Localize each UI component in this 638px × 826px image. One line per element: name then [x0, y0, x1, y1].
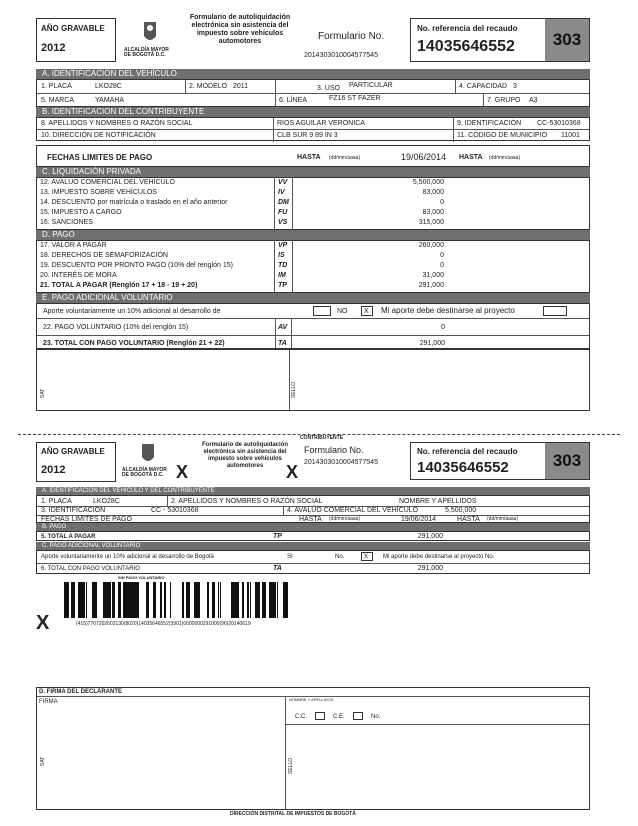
liquidacion-row-value: 315,000 — [418, 219, 444, 226]
formulario-label: Formulario No. — [318, 31, 385, 42]
r23-value: 291,000 — [419, 340, 445, 347]
barcode-bar — [131, 582, 132, 618]
bottom-r6-value: 291,000 — [417, 565, 443, 572]
pago-row-label: 18. DERECHOS DE SEMAFORIZACIÓN — [40, 252, 168, 259]
linea-value: FZ16 ST FAZER — [329, 95, 381, 102]
section-e-header — [36, 293, 590, 303]
aporte-label: Aporte voluntariamente un 10% adicional al desarrollo de — [43, 308, 221, 315]
bottom-anio-label: AÑO GRAVABLE — [41, 447, 105, 456]
uso-label: 3. USO — [317, 85, 340, 92]
ref-box — [410, 18, 590, 62]
anio-label: AÑO GRAVABLE — [41, 24, 105, 33]
section-d-title: D. PAGO — [42, 230, 75, 239]
ident-label: 9. IDENTIFICACIÓN — [457, 120, 522, 127]
barcode-bar — [92, 582, 94, 618]
barcode-bar — [135, 582, 137, 618]
liquidacion-row-code: DM — [278, 199, 289, 206]
barcode-bar — [248, 582, 249, 618]
anio-value: 2012 — [41, 42, 66, 54]
bottom-aporte-label: Aporte voluntariamente un 10% adicional al desarrollo de Bogotá — [41, 554, 214, 560]
dir-value: CLB SUR 9 89 IN 3 — [277, 132, 338, 139]
r22-label: 22. PAGO VOLUNTARIO (10% del renglón 15) — [43, 324, 189, 331]
codigo-303 — [545, 19, 589, 61]
bottom-anio-value: 2012 — [41, 464, 66, 476]
liquidacion-row-code: IV — [278, 189, 285, 196]
barcode-text: (415)7707202603130(8020)14035646552(3901)0000000291000(96)20140619 — [76, 621, 251, 627]
nombres-value: RIOS AGUILAR VERONICA — [277, 120, 365, 127]
barcode-bar — [243, 582, 244, 618]
pago-row-label: 19. DESCUENTO POR PRONTO PAGO (10% del renglón 15) — [40, 262, 233, 269]
liquidacion-row-value: 83,000 — [422, 209, 444, 216]
fecha-value: 19/06/2014 — [401, 152, 447, 162]
bottom-anio-box — [36, 442, 116, 482]
bottom-ref-label: No. referencia del recaudo — [417, 447, 518, 456]
bottom-placa-value: LKO28C — [93, 498, 120, 505]
pago-row-value: 0 — [440, 262, 444, 269]
capacidad-value: 3 — [513, 83, 517, 90]
ce-checkbox[interactable] — [353, 712, 363, 720]
bottom-fecha2-fmt: (dd/mm/aaaa) — [487, 516, 519, 522]
bottom-no-checkbox-x: X — [364, 554, 369, 560]
bogota-logo — [124, 18, 176, 64]
bottom-section-b-title: B. PAGO — [42, 524, 67, 530]
bottom-avaluo-value: 5,500,000 — [445, 507, 477, 514]
barcode-bar — [71, 582, 74, 618]
proyecto-field[interactable] — [543, 306, 567, 316]
section-c-header — [36, 167, 590, 177]
pago-row-label: 20. INTERÉS DE MORA — [40, 272, 117, 279]
bottom-x-mark-2: X — [286, 462, 299, 482]
barcode-bar — [74, 582, 75, 618]
barcode-bar — [212, 582, 215, 618]
barcode-bar — [164, 582, 165, 618]
barcode-bar — [165, 582, 166, 618]
bottom-total-value: 291,000 — [417, 533, 443, 540]
bottom-bogota-logo — [122, 442, 174, 482]
hasta2-label: HASTA — [459, 154, 483, 161]
barcode-bar — [112, 582, 115, 618]
pago-row-code: VP — [278, 242, 288, 249]
barcode-bar — [286, 582, 288, 618]
bottom-placa-label: 1. PLACA — [41, 498, 72, 505]
barcode-bar — [274, 582, 276, 618]
barcode-bar — [242, 582, 243, 618]
bottom-section-c-body — [36, 550, 590, 574]
barcode-bar — [257, 582, 259, 618]
barcode-bar — [265, 582, 266, 618]
barcode-bar — [255, 582, 257, 618]
bottom-codigo-303 — [545, 443, 589, 479]
liquidacion-row-label: 12. AVALUO COMERCIAL DEL VEHÍCULO — [40, 179, 175, 186]
bottom-destino-label: Mi aporte debe destinarse al proyecto No. — [383, 554, 495, 560]
section-b-body — [36, 117, 590, 141]
bottom-sello-label: SELLO — [288, 757, 294, 774]
barcode-bar — [160, 582, 162, 618]
barcode-bar — [132, 582, 135, 618]
barcode-bar — [68, 582, 69, 618]
bottom-section-c-title: C. PAGO ADICIONAL VOLUNTARIO — [42, 543, 141, 549]
liquidacion-row-label: 15. IMPUESTO A CARGO — [40, 209, 122, 216]
destino-label: Mi aporte debe destinarse al proyecto — [381, 306, 515, 315]
bottom-logo-text: ALCALDÍA MAYOR DE BOGOTÁ D.C. — [122, 467, 167, 478]
bottom-hasta2-label: HASTA — [457, 516, 480, 523]
marca-value: YAMAHA — [95, 97, 125, 104]
barcode-bar — [103, 582, 105, 618]
bottom-section-b-header — [36, 523, 590, 531]
dir-label: 10. DIRECCIÓN DE NOTIFICACIÓN — [41, 132, 156, 139]
barcode-bar — [86, 582, 87, 618]
barcode-bar — [137, 582, 139, 618]
fechas-box — [36, 145, 590, 167]
liquidacion-row-label: 14. DESCUENTO por matrícula o traslado en el año anterior — [40, 199, 228, 206]
bottom-ident-value: CC - 53010368 — [151, 507, 199, 514]
bottom-ident-label: 3. IDENTIFICACIÓN — [41, 507, 106, 514]
bottom-section-a-header — [36, 487, 590, 495]
barcode-bar — [259, 582, 260, 618]
barcode-bar — [146, 582, 149, 618]
bottom-codigo-text: 303 — [552, 451, 582, 470]
section-a-title: A. IDENTIFICACION DEL VEHÍCULO — [42, 69, 177, 78]
pago-row-label: 21. TOTAL A PAGAR (Renglón 17 + 18 - 19 + 20) — [40, 282, 198, 289]
anio-box — [36, 18, 116, 62]
barcode-bar — [108, 582, 111, 618]
section-c-title: C. LIQUIDACIÓN PRIVADA — [42, 167, 141, 176]
liquidacion-row-value: 5,500,000 — [412, 179, 444, 186]
barcode-bar — [78, 582, 80, 618]
r23-label: 23. TOTAL CON PAGO VOLUNTARIO (Renglón 21 + 22) — [43, 340, 225, 347]
fecha2-fmt: (dd/mm/aaaa) — [489, 155, 521, 161]
cc-label: C.C. — [295, 714, 307, 720]
no-checkbox[interactable] — [361, 306, 373, 316]
fechas-label: FECHAS LIMITES DE PAGO — [47, 153, 153, 162]
no-doc-label: No. — [371, 714, 381, 720]
marca-label: 5. MARCA — [41, 97, 75, 104]
nombres-apellidos-label: NOMBRE Y APELLIDOS — [289, 697, 334, 702]
bottom-section-a-body — [36, 495, 590, 523]
r22-code: AV — [278, 324, 288, 331]
ref-no: 14035646552 — [417, 38, 515, 55]
formulario-no: 2014303010004577545 — [304, 52, 378, 59]
bottom-hasta-label: HASTA — [299, 516, 322, 523]
section-b-header — [36, 107, 590, 117]
firma-label: FIRMA — [39, 699, 58, 705]
barcode-bar — [220, 582, 221, 618]
pago-row-label: 17. VALOR A PAGAR — [40, 242, 107, 249]
bottom-fechas-label: FECHAS LIMITES DE PAGO — [41, 516, 132, 523]
placa-label: 1. PLACA — [41, 83, 72, 90]
bottom-section-a-title: A. IDENTIFICACIÓN DEL VEHÍCULO Y DEL CONTRIBUYENTE — [42, 488, 215, 494]
grupo-value: A3 — [529, 97, 538, 104]
sat-label: SAT — [40, 388, 46, 398]
barcode-bar — [83, 582, 85, 618]
bottom-x-mark-1: X — [176, 462, 189, 482]
firma-title: D. FIRMA DEL DECLARANTE — [39, 689, 122, 695]
linea-label: 6. LÍNEA — [279, 97, 308, 104]
barcode-bar — [128, 582, 131, 618]
fecha-fmt: (dd/mm/aaaa) — [329, 155, 361, 161]
barcode-bar — [285, 582, 286, 618]
barcode-x-mark: X — [36, 612, 50, 634]
liquidacion-row-value: 83,000 — [422, 189, 444, 196]
no-checkbox-x: X — [364, 308, 369, 315]
barcode-bar — [262, 582, 265, 618]
bottom-nombres-label: 2. APELLIDOS Y NOMBRES O RAZÓN SOCIAL — [171, 498, 323, 505]
r22-value: 0 — [441, 324, 445, 331]
barcode-bar — [80, 582, 83, 618]
barcode-bar — [105, 582, 108, 618]
bottom-total-label: 5. TOTAL A PAGAR — [41, 534, 96, 540]
bottom-form-title — [196, 442, 294, 470]
bottom-no-label: No. — [335, 554, 345, 560]
barcode-bar — [186, 582, 187, 618]
bottom-total-code: TP — [273, 533, 282, 540]
barcode-bar — [118, 582, 121, 618]
barcode-bar — [187, 582, 190, 618]
barcode-label: SIN PAGO VOLUNTARIO — [118, 575, 165, 580]
barcode-bar — [194, 582, 197, 618]
form-title-text: Formulario de autoliquidación electrónica sin asistencia del impuesto sobre vehículos automotores — [189, 14, 291, 45]
pago-row-code: TP — [278, 282, 287, 289]
barcode-bar — [170, 582, 171, 618]
section-a-header — [36, 69, 590, 79]
barcode-bar — [197, 582, 200, 618]
codigo-text: 303 — [552, 30, 582, 49]
section-a-body — [36, 79, 590, 107]
liquidacion-row-code: VV — [278, 179, 288, 186]
mun-value: 11001 — [561, 132, 580, 139]
pago-row-code: TD — [278, 262, 288, 269]
pago-row-code: IS — [278, 252, 285, 259]
no-label: NO — [337, 308, 348, 315]
barcode-bar — [207, 582, 209, 618]
pago-row-value: 291,000 — [418, 282, 444, 289]
ident-value: CC-53010368 — [537, 120, 581, 127]
barcode-bar — [231, 582, 233, 618]
bottom-form-title-text: Formulario de autoliquidación electrónica sin asistencia del impuesto sobre vehículos automotores — [201, 442, 288, 469]
pago-row-value: 31,000 — [422, 272, 444, 279]
bottom-avaluo-label: 4. AVALÚO COMERCIAL DEL VEHÍCULO — [287, 507, 419, 514]
si-checkbox[interactable] — [313, 306, 331, 316]
mun-label: 11. CÓDIGO DE MUNICIPIO — [457, 132, 548, 139]
bottom-ref-no: 14035646552 — [417, 459, 509, 476]
section-b-title: B. IDENTIFICACION DEL CONTRIBUYENTE — [42, 107, 205, 116]
barcode-bar — [64, 582, 66, 618]
barcode-bar — [94, 582, 95, 618]
barcode — [64, 582, 296, 618]
bottom-formulario-no: 2014303010004577545 — [304, 459, 378, 466]
bottom-section-c-header — [36, 542, 590, 550]
barcode-bar — [234, 582, 236, 618]
hasta-label: HASTA — [297, 154, 321, 161]
sello-label: SELLO — [291, 381, 297, 398]
barcode-bar — [123, 582, 125, 618]
pago-row-code: IM — [278, 272, 286, 279]
bottom-r6-label: 6. TOTAL CON PAGO VOLUNTARIO — [41, 566, 140, 572]
bottom-sat-label: SAT — [40, 756, 46, 766]
barcode-bar — [269, 582, 271, 618]
capacidad-label: 4. CAPACIDAD — [459, 83, 508, 90]
barcode-bar — [247, 582, 248, 618]
modelo-label: 2. MODELO — [189, 83, 228, 90]
grupo-label: 7. GRUPO — [487, 97, 521, 104]
logo-text: ALCALDÍA MAYOR DE BOGOTÁ D.C. — [124, 47, 169, 58]
liquidacion-row-label: 16. SANCIONES — [40, 219, 93, 226]
barcode-bar — [125, 582, 128, 618]
cc-checkbox[interactable] — [315, 712, 325, 720]
nombres-label: 8. APELLIDOS Y NOMBRES O RAZÓN SOCIAL — [41, 120, 193, 127]
barcode-bar — [250, 582, 251, 618]
barcode-bar — [283, 582, 285, 618]
barcode-bar — [182, 582, 184, 618]
footer-label: DIRECCIÓN DISTRITAL DE IMPUESTOS DE BOGOTÁ — [230, 811, 356, 817]
bottom-nombres-value: NOMBRE Y APELLIDOS — [399, 498, 477, 505]
barcode-bar — [95, 582, 97, 618]
modelo-value: 2011 — [233, 83, 249, 90]
ref-label: No. referencia del recaudo — [417, 24, 518, 33]
liquidacion-row-value: 0 — [440, 199, 444, 206]
liquidacion-row-label: 13. IMPUESTO SOBRE VEHÍCULOS — [40, 189, 157, 196]
barcode-bar — [271, 582, 274, 618]
pago-row-value: 0 — [440, 252, 444, 259]
contribuyente-label: CONTRIBUYENTE — [300, 435, 344, 441]
uso-value: PARTICULAR — [349, 82, 393, 89]
barcode-bar — [236, 582, 239, 618]
firma-box — [36, 687, 590, 810]
section-e-title: E. PAGO ADICIONAL VOLUNTARIO — [42, 293, 173, 302]
bottom-r6-code: TA — [273, 565, 282, 572]
barcode-bar — [277, 582, 278, 618]
barcode-bar — [218, 582, 219, 618]
barcode-bar — [66, 582, 68, 618]
section-e-body — [36, 303, 590, 349]
bottom-fecha-fmt: (dd/mm/aaaa) — [329, 516, 361, 522]
r23-code: TA — [278, 340, 287, 347]
liquidacion-row-code: VS — [278, 219, 288, 226]
placa-value: LKO28C — [95, 83, 122, 90]
barcode-bar — [233, 582, 234, 618]
bottom-si-label: SI — [287, 554, 293, 560]
bottom-ref-box — [410, 442, 590, 480]
ce-label: C.E. — [333, 714, 345, 720]
section-d-header — [36, 230, 590, 240]
sat-sello-box — [36, 349, 590, 411]
bottom-fecha-value: 19/06/2014 — [401, 516, 437, 523]
bottom-no-checkbox[interactable] — [361, 552, 373, 561]
barcode-bar — [153, 582, 156, 618]
bottom-total-row — [36, 531, 590, 541]
bottom-formulario-label: Formulario No. — [304, 445, 364, 455]
pago-row-value: 260,000 — [418, 242, 444, 249]
liquidacion-row-code: FU — [278, 209, 288, 216]
form-title — [186, 14, 294, 46]
